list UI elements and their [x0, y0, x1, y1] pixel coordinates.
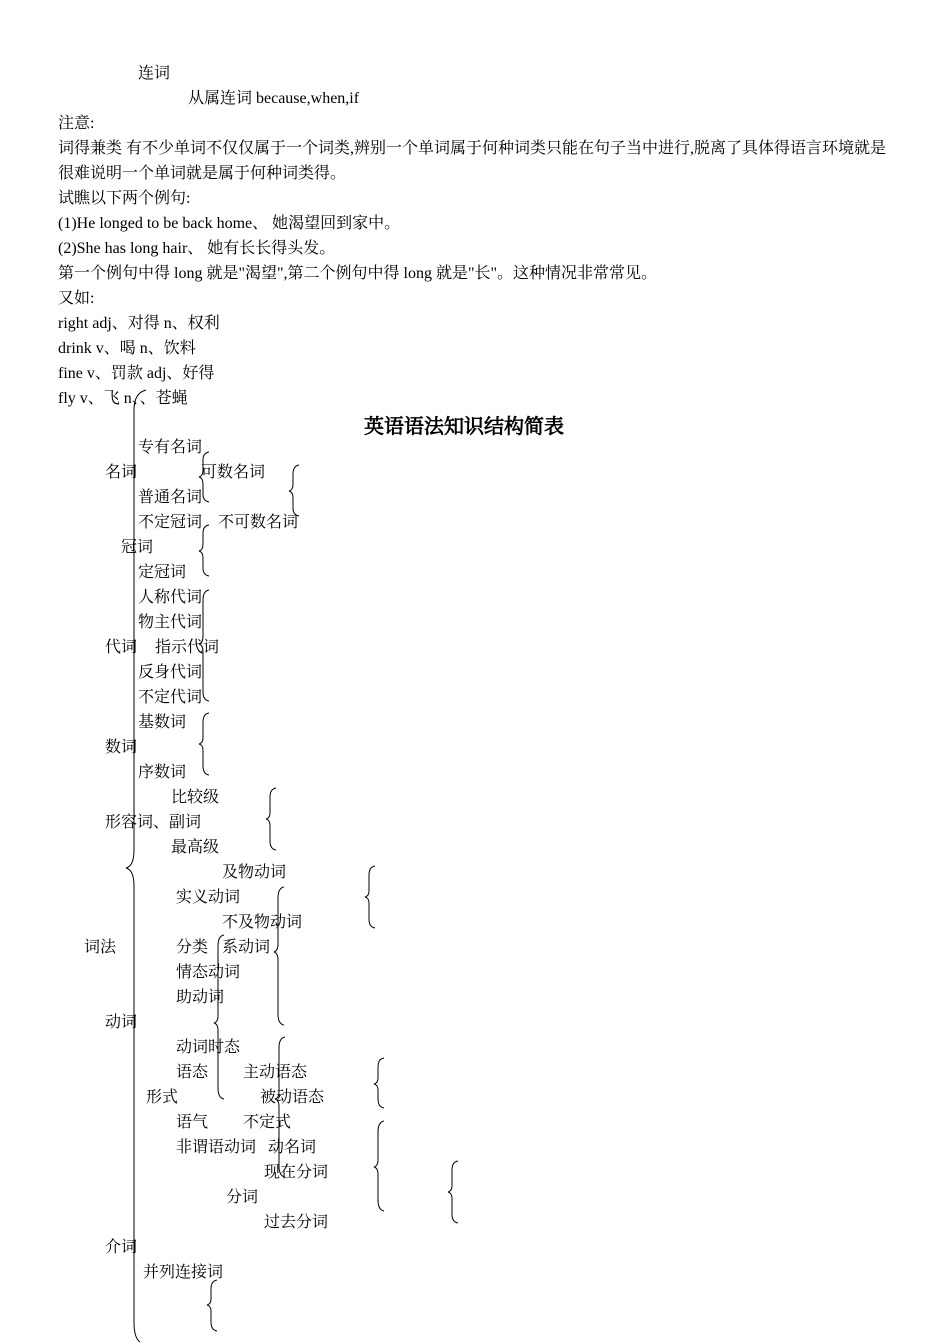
tree-pronoun: 代词	[105, 639, 138, 656]
subordinate-conjunction-line: 从属连词 because,when,if	[188, 90, 360, 107]
tree-indefinite-article: 不定冠词	[138, 514, 203, 531]
tree-adj-adv: 形容词、副词	[105, 814, 202, 831]
tree-cardinal: 基数词	[138, 714, 187, 731]
tree-transitive: 及物动词	[222, 864, 287, 881]
tree-uncountable: 不可数名词	[218, 514, 299, 531]
tree-reflexive-pronoun: 反身代词	[138, 664, 203, 681]
brace-conjunction	[207, 1280, 217, 1331]
example-explanation: 第一个例句中得 long 就是"渴望",第二个例句中得 long 就是"长"。这种情况非常常见。	[58, 265, 658, 282]
tree-infinitive: 不定式	[243, 1114, 292, 1131]
note-paragraph: 词得兼类 有不少单词不仅仅属于一个词类,辨别一个单词属于何种词类只能在句子当中进行,脱离了具体得语言环境就是很难说明一个单词就是属于何种词类得。	[58, 140, 887, 182]
tree-voice: 语态	[176, 1064, 209, 1081]
tree-numeral: 数词	[105, 739, 138, 756]
tree-ordinal: 序数词	[138, 764, 187, 781]
tree-noun-proper: 专有名词	[138, 439, 203, 456]
tree-nonfinite: 非谓语动词	[176, 1139, 257, 1156]
tree-morphology: 词法	[84, 939, 117, 956]
brace-transitive	[365, 866, 375, 928]
tree-modal-verb: 情态动词	[176, 964, 241, 981]
brace-verb-category	[274, 887, 284, 1025]
tree-demonstrative-pronoun: 指示代词	[155, 639, 220, 656]
also-label: 又如:	[58, 290, 95, 307]
word-example-fly: fly v、飞 n、、苍蝇	[58, 390, 188, 407]
tree-article: 冠词	[121, 539, 154, 556]
brace-degree	[266, 788, 276, 850]
tree-past-participle: 过去分词	[264, 1214, 329, 1231]
conjunction-label: 连词	[138, 65, 171, 82]
tree-comparative: 比较级	[171, 789, 220, 806]
tree-gerund: 动名词	[268, 1139, 317, 1156]
example-intro: 试瞧以下两个例句:	[58, 190, 191, 207]
tree-personal-pronoun: 人称代词	[138, 589, 203, 606]
brace-voice	[374, 1058, 384, 1108]
brace-verb	[214, 935, 224, 1099]
tree-superlative: 最高级	[171, 839, 220, 856]
word-example-fine: fine v、罚款 adj、好得	[58, 365, 215, 382]
tree-indefinite-pronoun: 不定代词	[138, 689, 203, 706]
word-example-right: right adj、对得 n、权利	[58, 315, 220, 332]
note-label: 注意:	[58, 115, 95, 132]
tree-participle: 分词	[226, 1189, 259, 1206]
tree-form: 形式	[146, 1089, 179, 1106]
tree-mood: 语气	[176, 1114, 209, 1131]
tree-present-participle: 现在分词	[264, 1164, 329, 1181]
brace-participle	[448, 1161, 458, 1223]
brace-form	[275, 1037, 285, 1177]
brace-article	[199, 525, 209, 576]
page-title: 英语语法知识结构简表	[364, 416, 564, 438]
brace-numeral	[199, 713, 209, 775]
tree-tense: 动词时态	[176, 1039, 241, 1056]
tree-preposition: 介词	[105, 1239, 138, 1256]
tree-coordinating-conjunction: 并列连接词	[143, 1264, 224, 1281]
tree-verb: 动词	[105, 1014, 138, 1031]
word-example-drink: drink v、喝 n、饮料	[58, 340, 196, 357]
tree-category: 分类	[176, 939, 209, 956]
tree-countable: 可数名词	[201, 464, 266, 481]
brace-countable	[289, 465, 299, 516]
example-2: (2)She has long hair、 她有长长得头发。	[58, 240, 336, 257]
tree-auxiliary-verb: 助动词	[176, 989, 225, 1006]
brace-morphology	[126, 390, 146, 1342]
tree-intransitive: 不及物动词	[222, 914, 303, 931]
example-1: (1)He longed to be back home、 她渴望回到家中。	[58, 215, 401, 232]
tree-definite-article: 定冠词	[138, 564, 187, 581]
brace-pronoun	[199, 590, 209, 701]
brace-noun	[199, 452, 209, 502]
tree-passive-voice: 被动语态	[260, 1089, 325, 1106]
tree-noun-common: 普通名词	[138, 489, 203, 506]
tree-linking-verb: 系动词	[222, 939, 271, 956]
tree-possessive-pronoun: 物主代词	[138, 614, 203, 631]
tree-active-voice: 主动语态	[243, 1064, 308, 1081]
tree-notional-verb: 实义动词	[176, 889, 241, 906]
brace-nonfinite	[374, 1121, 384, 1211]
tree-noun: 名词	[105, 464, 138, 481]
